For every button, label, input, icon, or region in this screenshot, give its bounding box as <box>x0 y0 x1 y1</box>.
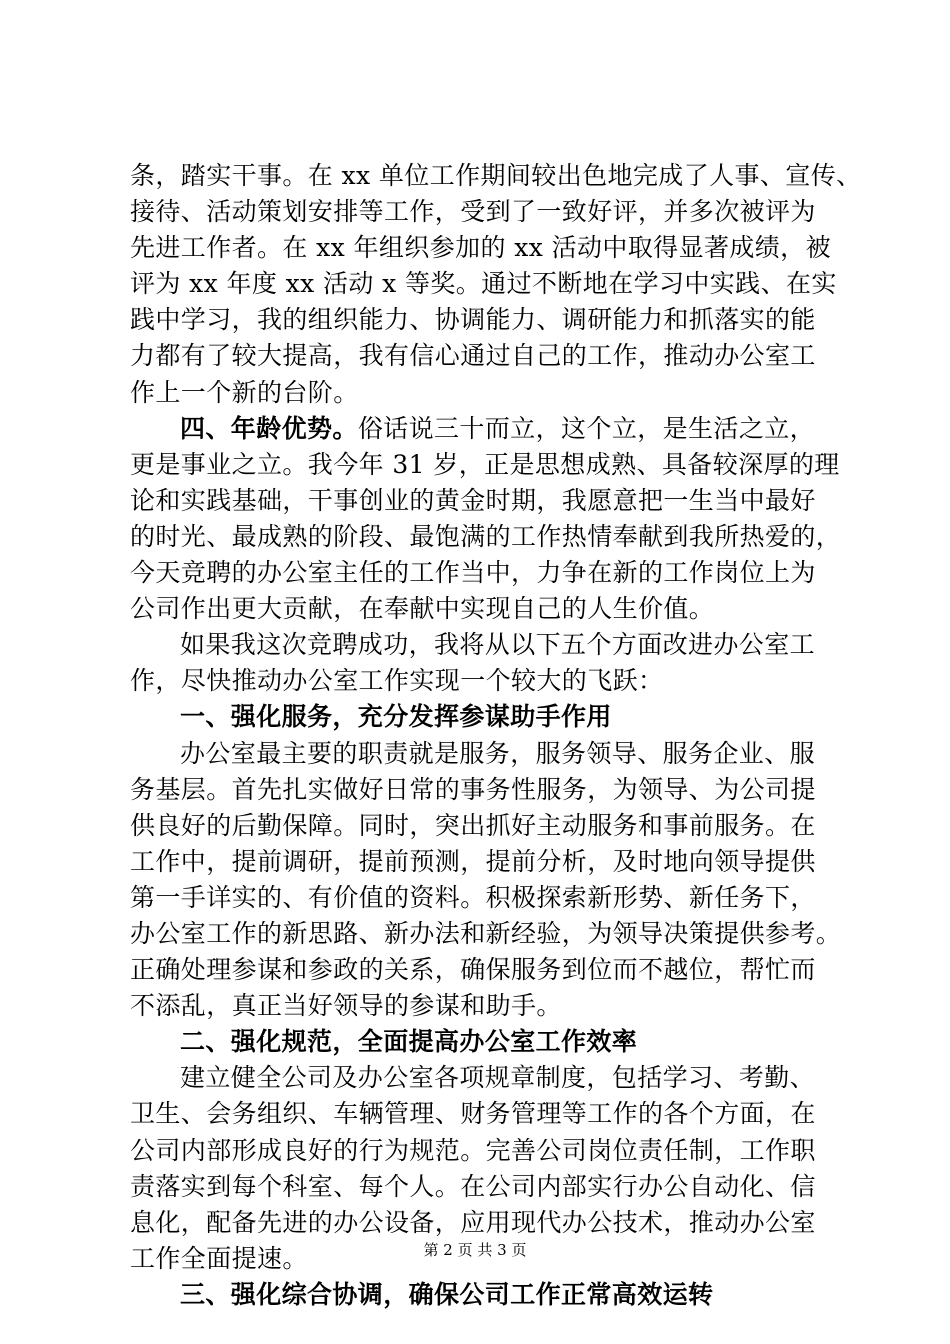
text-line: 先进工作者。在 xx 年组织参加的 xx 活动中取得显著成绩，被 <box>130 233 831 263</box>
section-heading-standards: 二、强化规范，全面提高办公室工作效率 <box>180 1027 638 1057</box>
text-line: 卫生、会务组织、车辆管理、财务管理等工作的各个方面，在 <box>130 1099 816 1129</box>
text-line: 务基层。首先扎实做好日常的事务性服务，为领导、为公司提 <box>130 774 816 804</box>
text-line: 供良好的后勤保障。同时，突出抓好主动服务和事前服务。在 <box>130 810 816 840</box>
text-line: 建立健全公司及办公室各项规章制度，包括学习、考勤、 <box>180 1063 816 1093</box>
text-line: 不添乱，真正当好领导的参谋和助手。 <box>130 991 562 1021</box>
text-line: 责落实到每个科室、每个人。在公司内部实行办公自动化、信 <box>130 1171 816 1201</box>
text-line: 作上一个新的台阶。 <box>130 377 359 407</box>
text-line: 接待、活动策划安排等工作，受到了一致好评，并多次被评为 <box>130 197 816 227</box>
text-line: 践中学习，我的组织能力、协调能力、调研能力和抓落实的能 <box>130 305 816 335</box>
section-heading-age-advantage: 四、年龄优势。 <box>180 413 358 443</box>
text-line: 办公室工作的新思路、新办法和新经验，为领导决策提供参考。 <box>130 918 842 948</box>
page-number-footer: 第 2 页 共 3 页 <box>423 1241 527 1259</box>
text-line: 第一手详实的、有价值的资料。积极探索新形势、新任务下， <box>130 882 816 912</box>
text-line: 力都有了较大提高，我有信心通过自己的工作，推动办公室工 <box>130 341 816 371</box>
text-line: 正确处理参谋和参政的关系，确保服务到位而不越位，帮忙而 <box>130 955 816 985</box>
text-line: 办公室最主要的职责就是服务，服务领导、服务企业、服 <box>180 738 816 768</box>
text-line: 作，尽快推动办公室工作实现一个较大的飞跃： <box>130 666 664 696</box>
text-line: 评为 xx 年度 xx 活动 x 等奖。通过不断地在学习中实践、在实 <box>130 269 837 299</box>
text-line: 息化，配备先进的办公设备，应用现代办公技术，推动办公室 <box>130 1207 816 1237</box>
document-body <box>130 158 862 1313</box>
text-line: 论和实践基础，干事创业的黄金时期，我愿意把一生当中最好 <box>130 485 816 515</box>
text-line: 公司内部形成良好的行为规范。完善公司岗位责任制，工作职 <box>130 1135 816 1165</box>
section-heading-coordination: 三、强化综合协调，确保公司工作正常高效运转 <box>180 1279 714 1309</box>
text-line-continuation: 俗话说三十而立，这个立，是生活之立， <box>357 413 816 443</box>
text-line: 条，踏实干事。在 xx 单位工作期间较出色地完成了人事、宣传、 <box>130 161 862 190</box>
text-line: 如果我这次竞聘成功，我将从以下五个方面改进办公室工 <box>180 630 816 660</box>
text-line: 公司作出更大贡献，在奉献中实现自己的人生价值。 <box>130 594 715 624</box>
text-line: 今天竞聘的办公室主任的工作当中，力争在新的工作岗位上为 <box>130 558 816 588</box>
section-heading-service: 一、强化服务，充分发挥参谋助手作用 <box>180 702 612 732</box>
text-line: 工作中，提前调研，提前预测，提前分析，及时地向领导提供 <box>130 846 816 876</box>
text-line <box>130 411 846 447</box>
text-line: 工作全面提速。 <box>130 1243 308 1273</box>
text-line: 的时光、最成熟的阶段、最饱满的工作热情奉献到我所热爱的， <box>130 521 842 551</box>
text-line: 更是事业之立。我今年 31 岁，正是思想成熟、具备较深厚的理 <box>130 449 840 479</box>
